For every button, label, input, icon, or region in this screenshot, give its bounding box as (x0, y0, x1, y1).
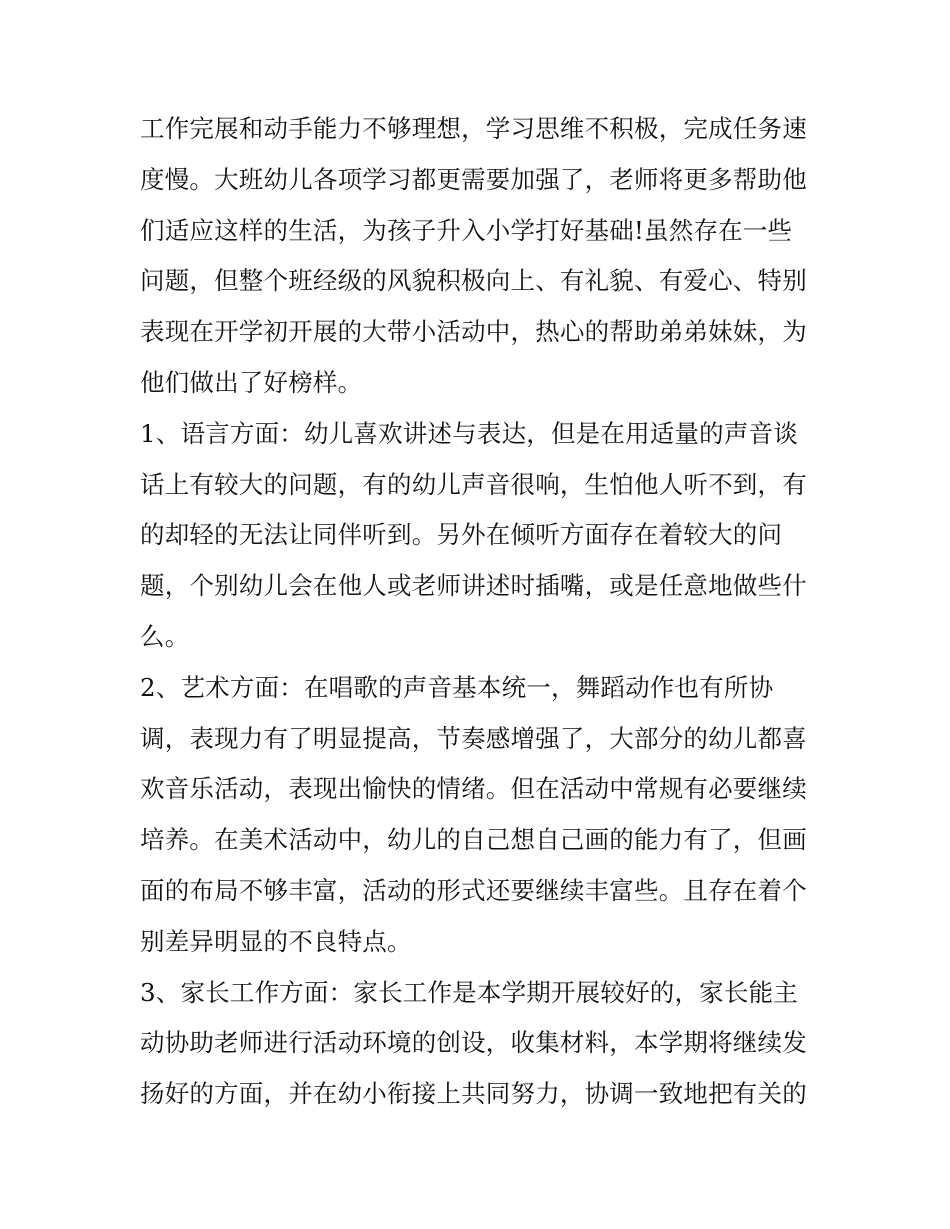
document-body (140, 104, 820, 1120)
text-line: 欢音乐活动，表现出愉快的情绪。但在活动中常规有必要继续 (140, 774, 807, 804)
text-line: 的却轻的无法让同伴听到。另外在倾听方面存在着较大的问 (140, 520, 783, 550)
text-line: 表现在开学初开展的大带小活动中，热心的帮助弟弟妹妹，为 (140, 317, 807, 347)
text-line: 别差异明显的不良特点。 (140, 926, 412, 956)
text-line: 问题，但整个班经级的风貌积极向上、有礼貌、有爱心、特别 (140, 266, 807, 296)
section-language-line: 1、语言方面：幼儿喜欢讲述与表达，但是在用适量的声音谈 (140, 418, 798, 448)
text-line: 他们做出了好榜样。 (140, 367, 363, 397)
section-art-line: 2、艺术方面：在唱歌的声音基本统一，舞蹈动作也有所协 (140, 672, 774, 702)
text-line: 培养。在美术活动中，幼儿的自己想自己画的能力有了，但画 (140, 825, 807, 855)
text-line: 调，表现力有了明显提高，节奏感增强了，大部分的幼儿都喜 (140, 723, 807, 753)
text-line: 度慢。大班幼儿各项学习都更需要加强了，老师将更多帮助他 (140, 164, 807, 194)
text-line: 面的布局不够丰富，活动的形式还要继续丰富些。且存在着个 (140, 875, 807, 905)
text-line: 们适应这样的生活，为孩子升入小学打好基础!虽然存在一些 (140, 215, 793, 245)
section-parents-line: 3、家长工作方面：家长工作是本学期开展较好的，家长能主 (140, 977, 798, 1007)
text-line: 话上有较大的问题，有的幼儿声音很响，生怕他人听不到，有 (140, 469, 807, 499)
text-line: 扬好的方面，并在幼小衔接上共同努力，协调一致地把有关的 (140, 1079, 807, 1109)
text-line: 动协助老师进行活动环境的创设，收集材料，本学期将继续发 (140, 1028, 807, 1058)
text-line: 工作完展和动手能力不够理想，学习思维不积极，完成任务速 (140, 114, 807, 143)
text-line: 么。 (140, 621, 190, 651)
text-line: 题，个别幼儿会在他人或老师讲述时插嘴，或是任意地做些什 (140, 571, 807, 601)
